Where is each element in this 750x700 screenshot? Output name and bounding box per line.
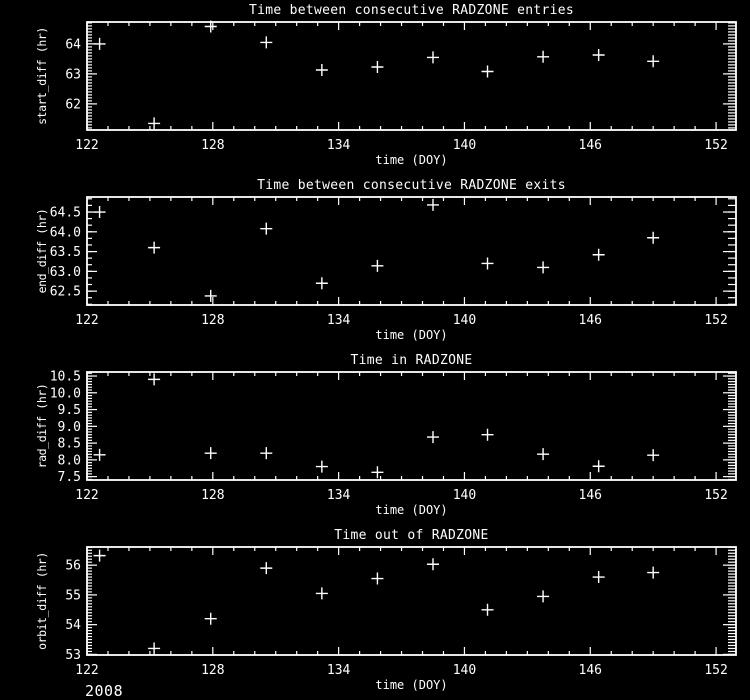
data-point-marker xyxy=(94,550,106,562)
y-axis-label: rad_diff (hr) xyxy=(35,383,49,469)
data-point-marker xyxy=(647,232,659,244)
x-tick-label: 122 xyxy=(75,313,99,328)
chart-title: Time between consecutive RADZONE entries xyxy=(248,3,575,18)
data-point-marker xyxy=(482,429,494,441)
x-tick-label: 146 xyxy=(578,313,603,328)
data-point-marker xyxy=(371,260,383,272)
data-point-marker xyxy=(148,242,160,254)
x-tick-label: 146 xyxy=(578,663,603,678)
data-point-marker xyxy=(205,290,217,302)
data-point-marker xyxy=(482,604,494,616)
panel-rad-diff xyxy=(0,350,750,525)
x-tick-label: 140 xyxy=(452,663,477,678)
data-point-marker xyxy=(260,562,272,574)
data-point-marker xyxy=(647,449,659,461)
y-tick-label: 9.0 xyxy=(57,419,81,435)
data-point-marker xyxy=(94,38,106,50)
data-point-marker xyxy=(94,449,106,461)
x-tick-label: 134 xyxy=(326,313,351,328)
data-point-marker xyxy=(647,567,659,579)
x-tick-label: 146 xyxy=(578,138,603,153)
chart-title: Time between consecutive RADZONE exits xyxy=(257,178,566,193)
x-tick-label: 134 xyxy=(326,138,351,153)
y-tick-label: 10.0 xyxy=(49,386,81,402)
y-tick-label: 62.5 xyxy=(49,284,81,300)
y-tick-label: 64 xyxy=(65,37,81,53)
y-tick-label: 10.5 xyxy=(49,369,81,385)
data-point-marker xyxy=(537,448,549,460)
y-tick-label: 63.5 xyxy=(49,245,81,261)
panel-end-diff xyxy=(0,175,750,350)
y-tick-label: 64.0 xyxy=(49,225,81,241)
data-point-marker xyxy=(371,573,383,585)
plot-frame xyxy=(87,22,736,130)
y-tick-label: 8.5 xyxy=(57,436,81,452)
data-point-marker xyxy=(316,587,328,599)
y-tick-label: 7.5 xyxy=(57,470,81,486)
data-point-marker xyxy=(427,431,439,443)
panel-orbit-diff xyxy=(0,525,750,700)
data-point-marker xyxy=(647,55,659,67)
y-tick-label: 9.5 xyxy=(57,403,81,419)
x-tick-label: 122 xyxy=(75,663,99,678)
x-tick-label: 152 xyxy=(704,138,728,153)
x-tick-label: 140 xyxy=(452,313,477,328)
y-axis-label: end_diff (hr) xyxy=(35,208,49,294)
data-point-marker xyxy=(371,466,383,478)
chart-title: Time out of RADZONE xyxy=(334,528,489,543)
plot-frame xyxy=(87,372,736,480)
chart-title: Time in RADZONE xyxy=(350,353,473,368)
data-point-marker xyxy=(482,66,494,78)
data-point-marker xyxy=(94,206,106,218)
data-point-marker xyxy=(537,261,549,273)
y-tick-label: 62 xyxy=(65,97,81,113)
data-point-marker xyxy=(427,199,439,211)
data-point-marker xyxy=(427,51,439,63)
data-point-marker xyxy=(205,613,217,625)
data-point-marker xyxy=(260,36,272,48)
x-tick-label: 128 xyxy=(201,488,225,503)
year-label: 2008 xyxy=(85,682,124,700)
y-axis-label: orbit_diff (hr) xyxy=(35,552,49,650)
x-tick-label: 140 xyxy=(452,488,477,503)
x-tick-label: 146 xyxy=(578,488,603,503)
data-point-marker xyxy=(593,49,605,61)
x-tick-label: 152 xyxy=(704,313,728,328)
scatter-chart xyxy=(0,0,750,175)
data-point-marker xyxy=(593,571,605,583)
y-tick-label: 63.0 xyxy=(49,264,81,280)
x-tick-label: 152 xyxy=(704,488,728,503)
plot-frame xyxy=(87,197,736,305)
x-axis-label: time (DOY) xyxy=(375,503,448,517)
y-tick-label: 54 xyxy=(65,618,81,634)
x-tick-label: 128 xyxy=(201,663,225,678)
data-point-marker xyxy=(593,249,605,261)
x-tick-label: 134 xyxy=(326,663,351,678)
x-tick-label: 140 xyxy=(452,138,477,153)
data-point-marker xyxy=(260,447,272,459)
scatter-chart xyxy=(0,175,750,350)
data-point-marker xyxy=(316,64,328,76)
x-tick-label: 122 xyxy=(75,488,99,503)
x-tick-label: 152 xyxy=(704,663,728,678)
scatter-chart xyxy=(0,525,750,700)
data-point-marker xyxy=(537,51,549,63)
data-point-marker xyxy=(260,223,272,235)
x-axis-label: time (DOY) xyxy=(375,678,448,692)
data-point-marker xyxy=(371,61,383,73)
data-point-marker xyxy=(593,460,605,472)
x-axis-label: time (DOY) xyxy=(375,328,448,342)
x-tick-label: 134 xyxy=(326,488,351,503)
data-point-marker xyxy=(537,590,549,602)
x-tick-label: 122 xyxy=(75,138,99,153)
plot-frame xyxy=(87,547,736,655)
x-tick-label: 128 xyxy=(201,313,225,328)
x-tick-label: 128 xyxy=(201,138,225,153)
data-point-marker xyxy=(427,558,439,570)
data-point-marker xyxy=(316,461,328,473)
y-tick-label: 64.5 xyxy=(49,205,81,221)
y-tick-label: 55 xyxy=(65,588,81,604)
data-point-marker xyxy=(482,257,494,269)
y-tick-label: 8.0 xyxy=(57,453,81,469)
y-tick-label: 53 xyxy=(65,647,81,663)
data-point-marker xyxy=(205,447,217,459)
y-tick-label: 56 xyxy=(65,558,81,574)
y-tick-label: 63 xyxy=(65,67,81,83)
scatter-chart xyxy=(0,350,750,525)
y-axis-label: start_diff (hr) xyxy=(35,27,49,125)
x-axis-label: time (DOY) xyxy=(375,153,448,167)
panel-start-diff xyxy=(0,0,750,175)
data-point-marker xyxy=(316,277,328,289)
